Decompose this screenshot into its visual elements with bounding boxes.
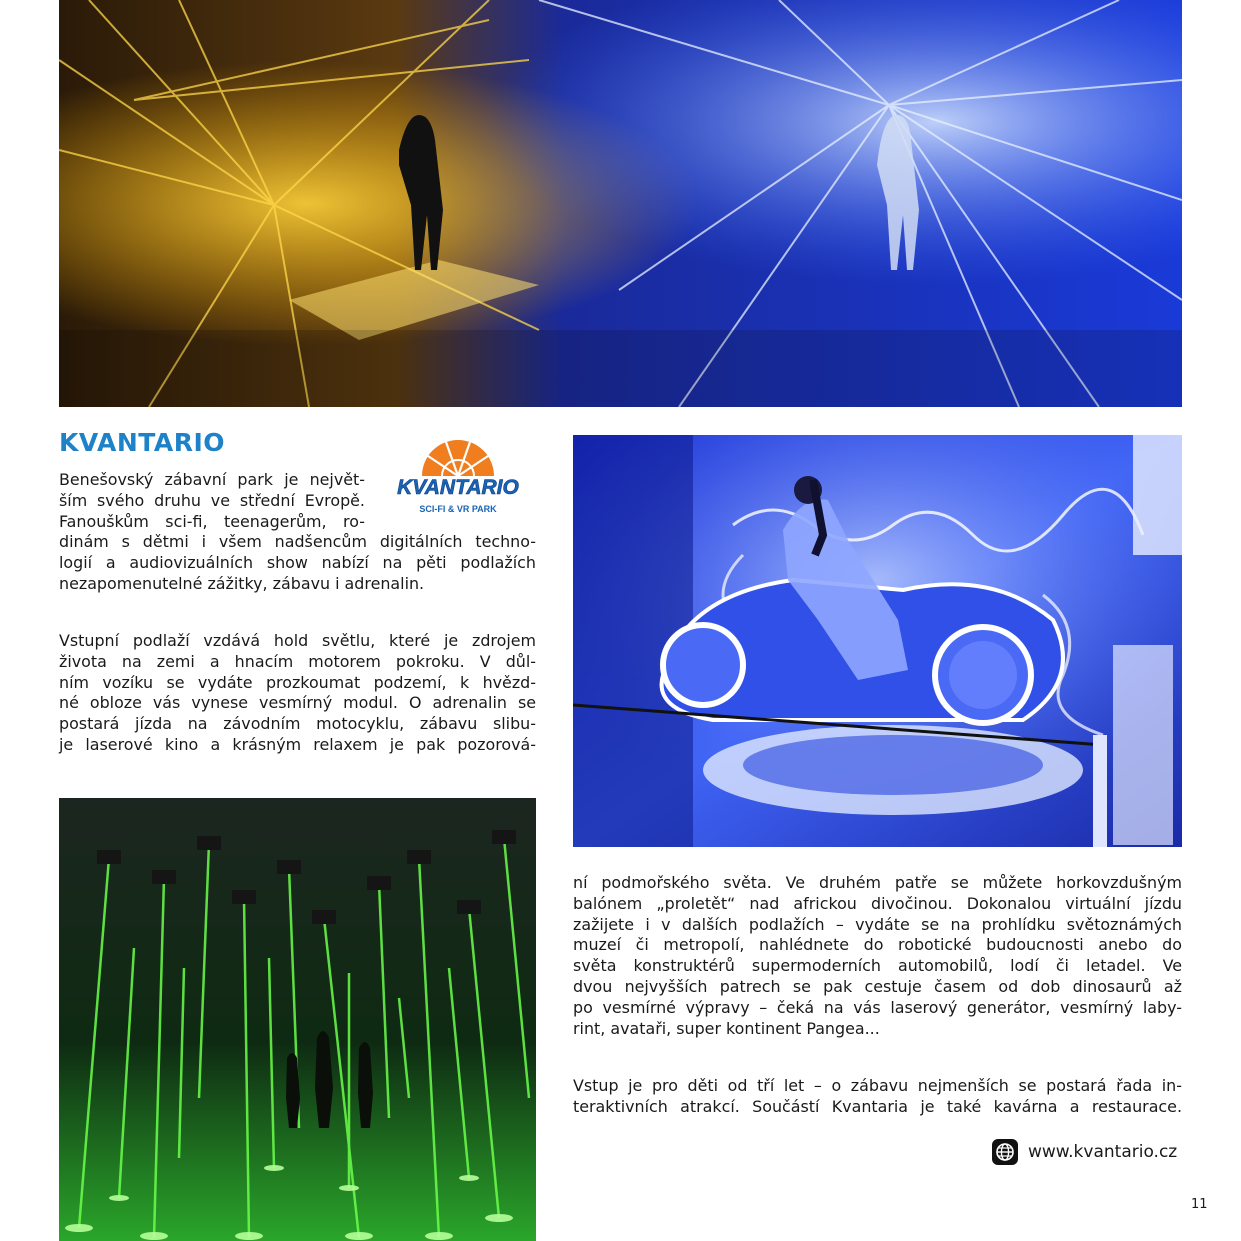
text-line: ším svého druhu ve střední Evropě. (59, 490, 365, 510)
text-line: teraktivních atrakcí. Součástí Kvantaria je také kavárna a restaurace. (573, 1096, 1182, 1116)
text-line: Fanouškům sci-fi, teenagerům, ro- (59, 511, 365, 531)
admission-paragraph (573, 1076, 1182, 1118)
page-number: 11 (1191, 1197, 1208, 1212)
text-line: muzeí či metropolí, nahlédnete do robotické budoucnosti anebo do (573, 935, 1182, 955)
text-line: zažijete i v dalších podlažích – vydáte se na prohlídku světoznámých (573, 914, 1182, 934)
text-line: nezapomenutelné zážitky, zábavu i adrenalin. (59, 573, 425, 593)
intro-paragraph (59, 470, 536, 595)
text-line: Benešovský zábavní park je největ- (59, 470, 365, 489)
text-line: ní podmořského světa. Ve druhém patře se můžete horkovzdušným (573, 873, 1182, 892)
text-line: světa konstruktérů supermoderních automobilů, lodí či letadel. Ve (573, 956, 1182, 976)
logo-wordmark: KVANTARIO (397, 476, 519, 499)
text-line: dinám s dětmi i všem nadšencům digitálních techno- (59, 532, 536, 552)
website-url[interactable]: www.kvantario.cz (1028, 1142, 1178, 1162)
logo-tagline: SCI-FI & VR PARK (419, 504, 497, 514)
text-line: po vesmírné výpravy – čeká na vás laserový generátor, vesmírný laby- (573, 997, 1182, 1017)
floors-paragraph-start (59, 631, 536, 756)
vr-motorcycle-photo (573, 435, 1182, 847)
globe-icon (992, 1139, 1018, 1165)
text-line: logií a audiovizuálních show nabízí na pěti podlažích (59, 553, 536, 573)
text-line: dvou nejvyšších patrech se pak cestuje časem od dob dinosaurů až (573, 976, 1182, 996)
text-line: né obloze vás vynese vesmírný modul. O adrenalin se (59, 693, 536, 713)
text-line: je laserové kino a krásným relaxem je pak pozorová- (59, 734, 536, 754)
text-line: Vstup je pro děti od tří let – o zábavu nejmenších se postará řada in- (573, 1076, 1182, 1095)
text-line: života na zemi a hnacím motorem pokroku. V důl- (59, 651, 536, 671)
text-line: Vstupní podlaží vzdává hold světlu, které je zdrojem (59, 631, 536, 650)
website-link[interactable] (992, 1137, 1177, 1167)
text-line: balónem „proletět“ nad africkou divočinou. Dokonalou virtuální jízdu (573, 893, 1182, 913)
text-line: postará jízda na závodním motocyklu, zábavu slibu- (59, 714, 536, 734)
text-line: rint, avataři, super kontinent Pangea... (573, 1018, 880, 1038)
text-line: ním vozíku se vydáte prozkoumat podzemí, k hvězd- (59, 672, 536, 692)
section-heading: KVANTARIO (59, 428, 226, 457)
floors-paragraph-continued (573, 873, 1182, 1039)
laser-show-photo (59, 0, 1182, 407)
green-laser-photo (59, 798, 536, 1241)
